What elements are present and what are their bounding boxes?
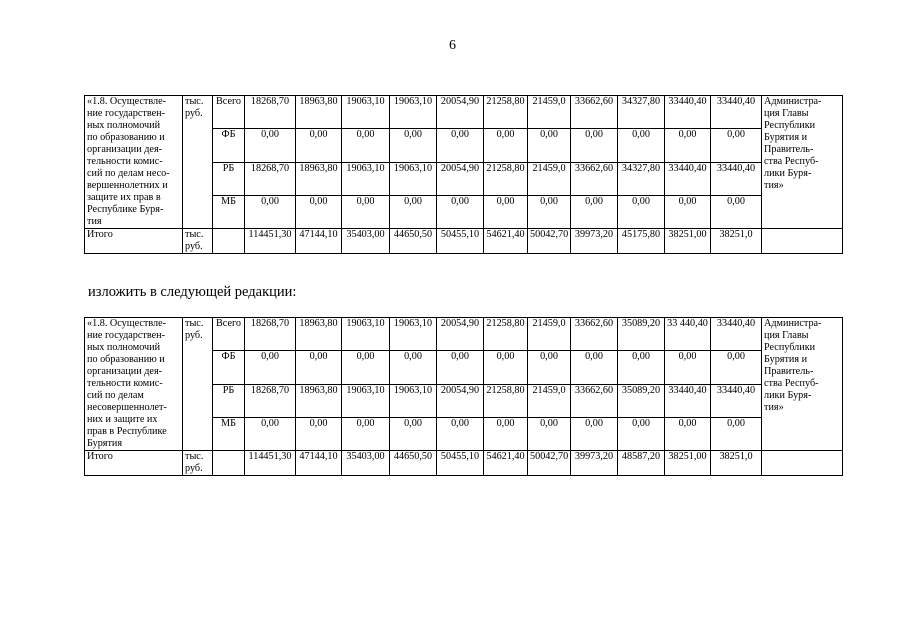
funding-source-cell: ФБ [213, 351, 245, 384]
total-value-cell: 38251,00 [665, 451, 711, 476]
value-cell: 0,00 [342, 417, 390, 450]
value-cell: 19063,10 [390, 318, 437, 351]
value-cell: 0,00 [618, 417, 665, 450]
value-cell: 34327,80 [618, 96, 665, 129]
total-value-cell: 44650,50 [390, 451, 437, 476]
total-value-cell: 35403,00 [342, 451, 390, 476]
description-cell-line: ние государствен- [87, 108, 165, 119]
value-cell: 0,00 [296, 417, 342, 450]
funding-source-cell: МБ [213, 417, 245, 450]
value-cell: 0,00 [665, 351, 711, 384]
value-cell: 0,00 [528, 129, 571, 162]
value-cell: 33440,40 [711, 384, 762, 417]
executor-cell-line: Администра- [764, 96, 822, 107]
total-unit-cell [183, 451, 213, 476]
value-cell: 21459,0 [528, 318, 571, 351]
total-row [85, 229, 843, 254]
value-cell: 0,00 [571, 351, 618, 384]
value-cell: 35089,20 [618, 318, 665, 351]
value-cell: 33662,60 [571, 318, 618, 351]
total-value-cell: 38251,0 [711, 229, 762, 254]
description-cell-line: организации дея- [87, 144, 163, 155]
value-cell: 0,00 [711, 417, 762, 450]
value-cell: 18268,70 [245, 96, 296, 129]
value-cell: 18963,80 [296, 96, 342, 129]
value-cell: 19063,10 [342, 162, 390, 195]
description-cell-line: ние государствен- [87, 330, 165, 341]
value-cell: 0,00 [342, 195, 390, 228]
description-cell-line: по образованию и [87, 132, 165, 143]
table-row [85, 318, 843, 351]
executor-cell-line: Администра- [764, 318, 822, 329]
total-unit-cell-line: тыс. [185, 229, 204, 240]
value-cell: 0,00 [711, 195, 762, 228]
value-cell: 21459,0 [528, 96, 571, 129]
description-cell-line: тия [87, 216, 102, 227]
value-cell: 0,00 [296, 129, 342, 162]
description-cell-line: вершеннолетних и [87, 180, 168, 191]
empty-cell [213, 229, 245, 254]
value-cell: 0,00 [437, 417, 484, 450]
value-cell: 0,00 [390, 195, 437, 228]
value-cell: 0,00 [437, 351, 484, 384]
total-unit-cell-line: руб. [185, 241, 203, 252]
table-body [85, 96, 843, 254]
value-cell: 18268,70 [245, 318, 296, 351]
value-cell: 0,00 [390, 417, 437, 450]
table-body [85, 318, 843, 476]
value-cell: 18963,80 [296, 318, 342, 351]
value-cell: 33662,60 [571, 162, 618, 195]
value-cell: 0,00 [245, 129, 296, 162]
value-cell: 0,00 [484, 129, 528, 162]
description-cell-line: «1.8. Осуществле- [87, 96, 167, 107]
executor-cell-line: ция Главы [764, 330, 809, 341]
unit-cell [183, 96, 213, 229]
value-cell: 33440,40 [711, 162, 762, 195]
value-cell: 20054,90 [437, 162, 484, 195]
executor-cell-line: Республики [764, 342, 816, 353]
description-cell-line: сий по делам [87, 390, 144, 401]
description-cell-line: «1.8. Осуществле- [87, 318, 167, 329]
value-cell: 0,00 [245, 195, 296, 228]
value-cell: 33440,40 [665, 162, 711, 195]
value-cell: 33 440,40 [665, 318, 711, 351]
value-cell: 0,00 [296, 195, 342, 228]
value-cell: 33440,40 [665, 384, 711, 417]
description-cell-line: защите их прав в [87, 192, 161, 203]
total-value-cell: 50042,70 [528, 451, 571, 476]
value-cell: 19063,10 [342, 96, 390, 129]
executor-cell-line: Правитель- [764, 144, 814, 155]
total-value-cell: 44650,50 [390, 229, 437, 254]
executor-cell-line: ства Респуб- [764, 378, 819, 389]
value-cell: 19063,10 [390, 384, 437, 417]
description-cell-line: несовершеннолет- [87, 402, 167, 413]
total-unit-cell-line: руб. [185, 463, 203, 474]
value-cell: 18963,80 [296, 162, 342, 195]
funding-source-cell: Всего [213, 318, 245, 351]
funding-source-cell: Всего [213, 96, 245, 129]
value-cell: 21258,80 [484, 162, 528, 195]
unit-cell-line: руб. [185, 108, 203, 119]
value-cell: 20054,90 [437, 96, 484, 129]
unit-cell-line: тыс. [185, 318, 204, 329]
total-value-cell: 50455,10 [437, 229, 484, 254]
value-cell: 0,00 [484, 417, 528, 450]
executor-cell [762, 96, 843, 229]
executor-cell-line: Правитель- [764, 366, 814, 377]
page-number: 6 [449, 38, 456, 53]
value-cell: 19063,10 [390, 162, 437, 195]
description-cell-line: ных полномочий [87, 120, 161, 131]
value-cell: 0,00 [437, 129, 484, 162]
total-value-cell: 54621,40 [484, 451, 528, 476]
value-cell: 0,00 [618, 351, 665, 384]
total-value-cell: 47144,10 [296, 229, 342, 254]
funding-source-cell: РБ [213, 162, 245, 195]
value-cell: 21459,0 [528, 384, 571, 417]
value-cell: 0,00 [571, 417, 618, 450]
total-value-cell: 48587,20 [618, 451, 665, 476]
program-table-current [84, 95, 843, 254]
value-cell: 33440,40 [711, 318, 762, 351]
description-cell [85, 318, 183, 451]
value-cell: 18963,80 [296, 384, 342, 417]
total-value-cell: 50042,70 [528, 229, 571, 254]
value-cell: 19063,10 [342, 318, 390, 351]
executor-cell-line: ства Респуб- [764, 156, 819, 167]
total-value-cell: 50455,10 [437, 451, 484, 476]
value-cell: 18268,70 [245, 162, 296, 195]
value-cell: 0,00 [618, 129, 665, 162]
total-value-cell: 39973,20 [571, 451, 618, 476]
value-cell: 21459,0 [528, 162, 571, 195]
total-value-cell: 45175,80 [618, 229, 665, 254]
total-value-cell: 114451,30 [245, 451, 296, 476]
value-cell: 0,00 [245, 351, 296, 384]
value-cell: 19063,10 [390, 96, 437, 129]
value-cell: 0,00 [390, 129, 437, 162]
funding-source-cell: ФБ [213, 129, 245, 162]
total-unit-cell-line: тыс. [185, 451, 204, 462]
description-cell-line: них и защите их [87, 414, 158, 425]
value-cell: 0,00 [484, 195, 528, 228]
unit-cell-line: руб. [185, 330, 203, 341]
value-cell: 0,00 [437, 195, 484, 228]
value-cell: 0,00 [528, 417, 571, 450]
intro-text: изложить в следующей редакции: [88, 284, 297, 300]
value-cell: 33440,40 [665, 96, 711, 129]
executor-cell-line: ция Главы [764, 108, 809, 119]
executor-cell-line: лики Буря- [764, 168, 812, 179]
total-value-cell: 47144,10 [296, 451, 342, 476]
value-cell: 0,00 [711, 129, 762, 162]
value-cell: 0,00 [390, 351, 437, 384]
value-cell: 33440,40 [711, 96, 762, 129]
value-cell: 0,00 [528, 351, 571, 384]
value-cell: 0,00 [342, 129, 390, 162]
value-cell: 21258,80 [484, 384, 528, 417]
total-value-cell: 54621,40 [484, 229, 528, 254]
value-cell: 34327,80 [618, 162, 665, 195]
empty-cell [762, 451, 843, 476]
empty-cell [762, 229, 843, 254]
total-label: Итого [85, 451, 183, 476]
empty-cell [213, 451, 245, 476]
value-cell: 0,00 [528, 195, 571, 228]
total-value-cell: 38251,0 [711, 451, 762, 476]
value-cell: 0,00 [618, 195, 665, 228]
value-cell: 0,00 [245, 417, 296, 450]
value-cell: 0,00 [571, 129, 618, 162]
description-cell-line: по образованию и [87, 354, 165, 365]
value-cell: 33662,60 [571, 384, 618, 417]
unit-cell-line: тыс. [185, 96, 204, 107]
value-cell: 0,00 [665, 195, 711, 228]
description-cell-line: Бурятия [87, 438, 123, 449]
value-cell: 19063,10 [342, 384, 390, 417]
value-cell: 0,00 [711, 351, 762, 384]
unit-cell [183, 318, 213, 451]
total-value-cell: 39973,20 [571, 229, 618, 254]
program-table-revised [84, 317, 843, 476]
executor-cell [762, 318, 843, 451]
description-cell [85, 96, 183, 229]
funding-source-cell: РБ [213, 384, 245, 417]
total-value-cell: 35403,00 [342, 229, 390, 254]
executor-cell-line: лики Буря- [764, 390, 812, 401]
total-value-cell: 114451,30 [245, 229, 296, 254]
value-cell: 0,00 [342, 351, 390, 384]
value-cell: 0,00 [296, 351, 342, 384]
description-cell-line: организации дея- [87, 366, 163, 377]
executor-cell-line: Бурятия и [764, 132, 808, 143]
value-cell: 20054,90 [437, 318, 484, 351]
description-cell-line: тельности комис- [87, 156, 163, 167]
total-value-cell: 38251,00 [665, 229, 711, 254]
value-cell: 0,00 [665, 417, 711, 450]
executor-cell-line: тия» [764, 180, 784, 191]
total-row [85, 451, 843, 476]
value-cell: 0,00 [484, 351, 528, 384]
executor-cell-line: Бурятия и [764, 354, 808, 365]
value-cell: 20054,90 [437, 384, 484, 417]
total-unit-cell [183, 229, 213, 254]
description-cell-line: тельности комис- [87, 378, 163, 389]
description-cell-line: Республике Буря- [87, 204, 164, 215]
table-row [85, 96, 843, 129]
description-cell-line: сий по делам несо- [87, 168, 170, 179]
value-cell: 0,00 [571, 195, 618, 228]
value-cell: 18268,70 [245, 384, 296, 417]
value-cell: 0,00 [665, 129, 711, 162]
value-cell: 35089,20 [618, 384, 665, 417]
executor-cell-line: тия» [764, 402, 784, 413]
total-label: Итого [85, 229, 183, 254]
description-cell-line: прав в Республике [87, 426, 167, 437]
executor-cell-line: Республики [764, 120, 816, 131]
value-cell: 21258,80 [484, 96, 528, 129]
value-cell: 21258,80 [484, 318, 528, 351]
value-cell: 33662,60 [571, 96, 618, 129]
description-cell-line: ных полномочий [87, 342, 161, 353]
funding-source-cell: МБ [213, 195, 245, 228]
